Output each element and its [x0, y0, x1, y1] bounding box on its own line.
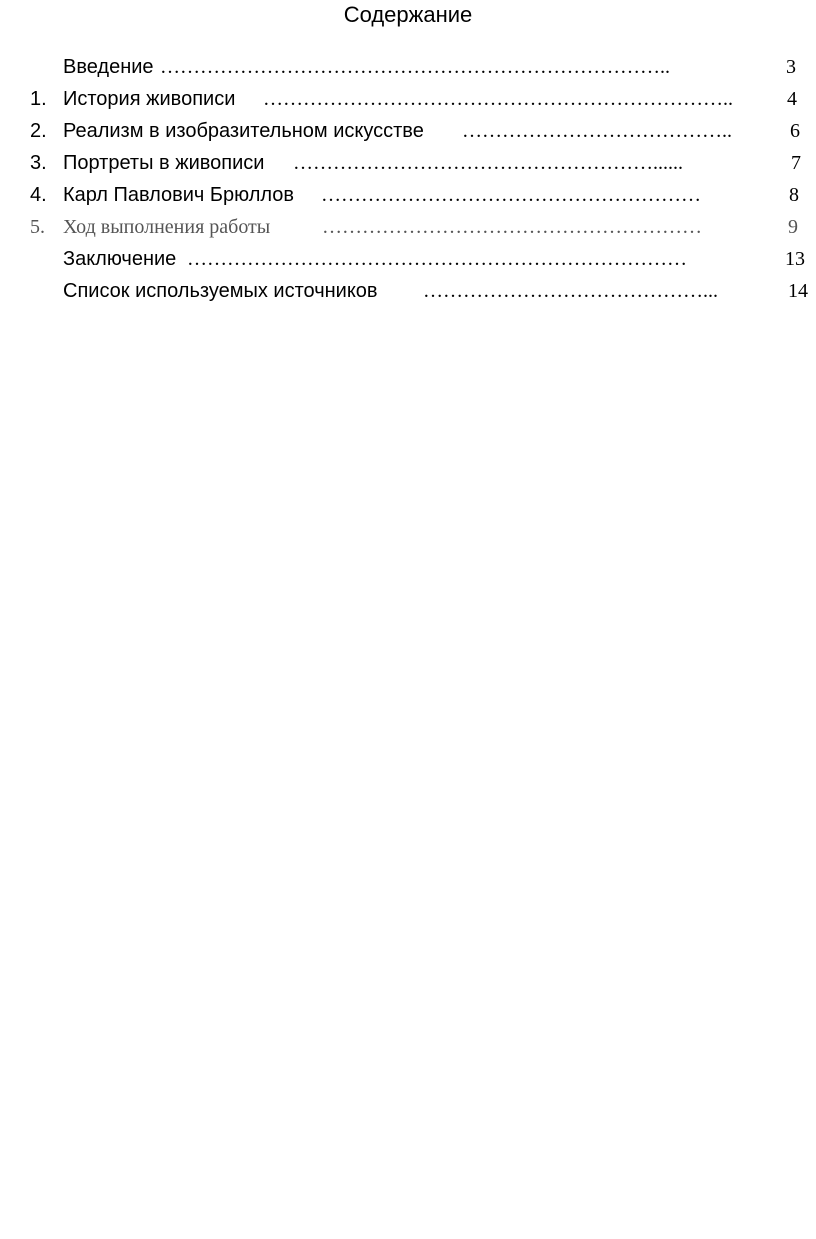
- toc-page-number: 8: [789, 184, 799, 206]
- toc-page-number: 3: [786, 56, 796, 78]
- toc-dot-leader: …………………………………………………: [322, 216, 702, 238]
- toc-entry-title: История живописи: [63, 88, 236, 110]
- toc-entry-title: Введение: [63, 56, 154, 78]
- toc-entry-number: 3.: [30, 152, 47, 174]
- table-of-contents: [0, 0, 816, 320]
- toc-entry-title: Реализм в изобразительном искусстве: [63, 120, 424, 142]
- toc-page-number: 14: [788, 280, 808, 302]
- toc-dot-leader: …………………………………………………………………: [187, 248, 687, 270]
- toc-page-number: 13: [785, 248, 805, 270]
- toc-page-number: 7: [791, 152, 801, 174]
- toc-dot-leader: ……………………………………………………………..: [263, 88, 733, 110]
- toc-dot-leader: ……………………………………...: [423, 280, 718, 302]
- toc-dot-leader: ………………………………………………......: [293, 152, 683, 174]
- toc-entry-title: Заключение: [63, 248, 177, 270]
- toc-entry-title: Карл Павлович Брюллов: [63, 184, 295, 206]
- toc-entry-number: 5.: [30, 216, 45, 238]
- toc-page-number: 6: [790, 120, 800, 142]
- toc-entry-number: 4.: [30, 184, 47, 206]
- toc-entry-number: 2.: [30, 120, 47, 142]
- toc-entry-title: Список используемых источников: [63, 280, 378, 302]
- toc-dot-leader: …………………………………………………………………..: [160, 56, 670, 78]
- page-title: Содержание: [343, 2, 473, 27]
- toc-dot-leader: …………………………………………………: [321, 184, 701, 206]
- toc-dot-leader: …………………………………..: [462, 120, 732, 142]
- toc-entry-title: Портреты в живописи: [63, 152, 265, 174]
- toc-entry-number: 1.: [30, 88, 47, 110]
- toc-page-number: 4: [787, 88, 797, 110]
- toc-page-number: 9: [788, 216, 798, 238]
- toc-entry-title: Ход выполнения работы: [63, 216, 271, 238]
